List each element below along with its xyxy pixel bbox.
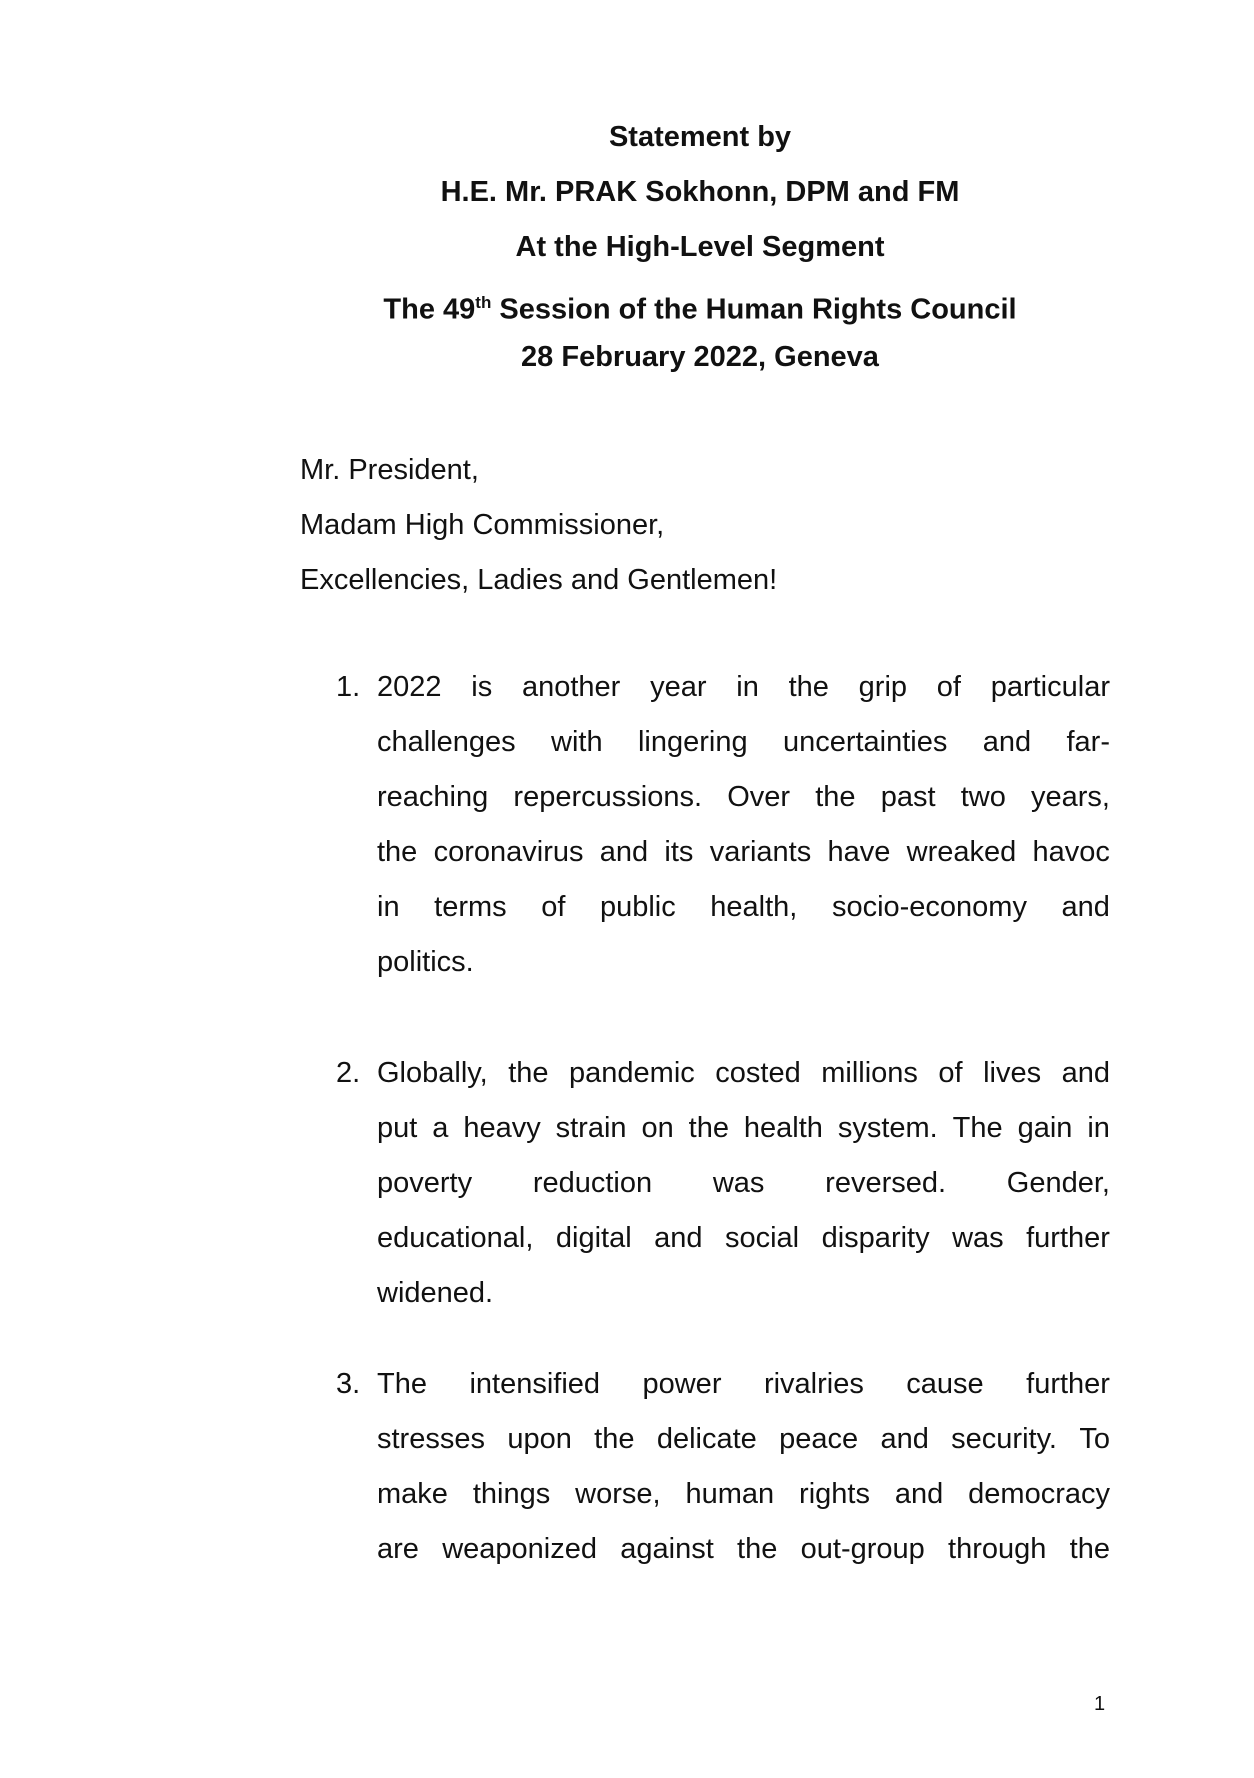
paragraph-line: stresses upon the delicate peace and security. To — [377, 1423, 1110, 1455]
page-number: 1 — [1094, 1693, 1106, 1715]
header-session-superscript: th — [475, 293, 492, 312]
header-title: Statement by — [608, 121, 792, 153]
paragraph-line: challenges with lingering uncertainties and far- — [377, 726, 1110, 758]
salutation-high-commissioner: Madam High Commissioner, — [300, 509, 665, 541]
paragraph-line: make things worse, human rights and democracy — [377, 1478, 1110, 1510]
header-speaker: H.E. Mr. PRAK Sokhonn, DPM and FM — [440, 176, 960, 208]
paragraph-text — [377, 1046, 1110, 1321]
salutation-block — [300, 443, 777, 608]
paragraph-3 — [336, 1357, 1110, 1577]
salutation-excellencies: Excellencies, Ladies and Gentlemen! — [300, 564, 778, 596]
header-session-prefix: The 49 — [383, 293, 476, 326]
paragraph-number: 3. — [336, 1368, 361, 1400]
paragraph-line: reaching repercussions. Over the past two years, — [377, 781, 1110, 813]
paragraph-line: put a heavy strain on the health system. The gain in — [377, 1112, 1110, 1144]
paragraph-line: politics. — [377, 946, 474, 978]
paragraph-line: widened. — [377, 1277, 494, 1309]
paragraph-line: poverty reduction was reversed. Gender, — [377, 1167, 1110, 1199]
header-session-suffix: Session of the Human Rights Council — [491, 293, 1017, 326]
header-segment: At the High-Level Segment — [515, 231, 885, 263]
paragraph-line: The intensified power rivalries cause further — [377, 1368, 1110, 1400]
paragraph-2 — [336, 1046, 1110, 1321]
statement-header — [0, 110, 1254, 385]
header-date-place: 28 February 2022, Geneva — [521, 341, 879, 373]
header-session — [0, 275, 1254, 330]
paragraph-line: are weaponized against the out-group through the — [377, 1533, 1110, 1565]
paragraph-line: educational, digital and social disparity was further — [377, 1222, 1110, 1254]
paragraph-text — [377, 660, 1110, 990]
paragraph-number: 2. — [336, 1057, 361, 1089]
paragraph-line: the coronavirus and its variants have wreaked havoc — [377, 836, 1110, 868]
paragraph-line: in terms of public health, socio-economy and — [377, 891, 1110, 923]
paragraph-text — [377, 1357, 1110, 1577]
salutation-president: Mr. President, — [300, 454, 479, 486]
paragraph-line: 2022 is another year in the grip of particular — [377, 671, 1110, 703]
paragraph-1 — [336, 660, 1110, 990]
paragraph-line: Globally, the pandemic costed millions of lives and — [377, 1057, 1110, 1089]
paragraph-number: 1. — [336, 671, 361, 703]
